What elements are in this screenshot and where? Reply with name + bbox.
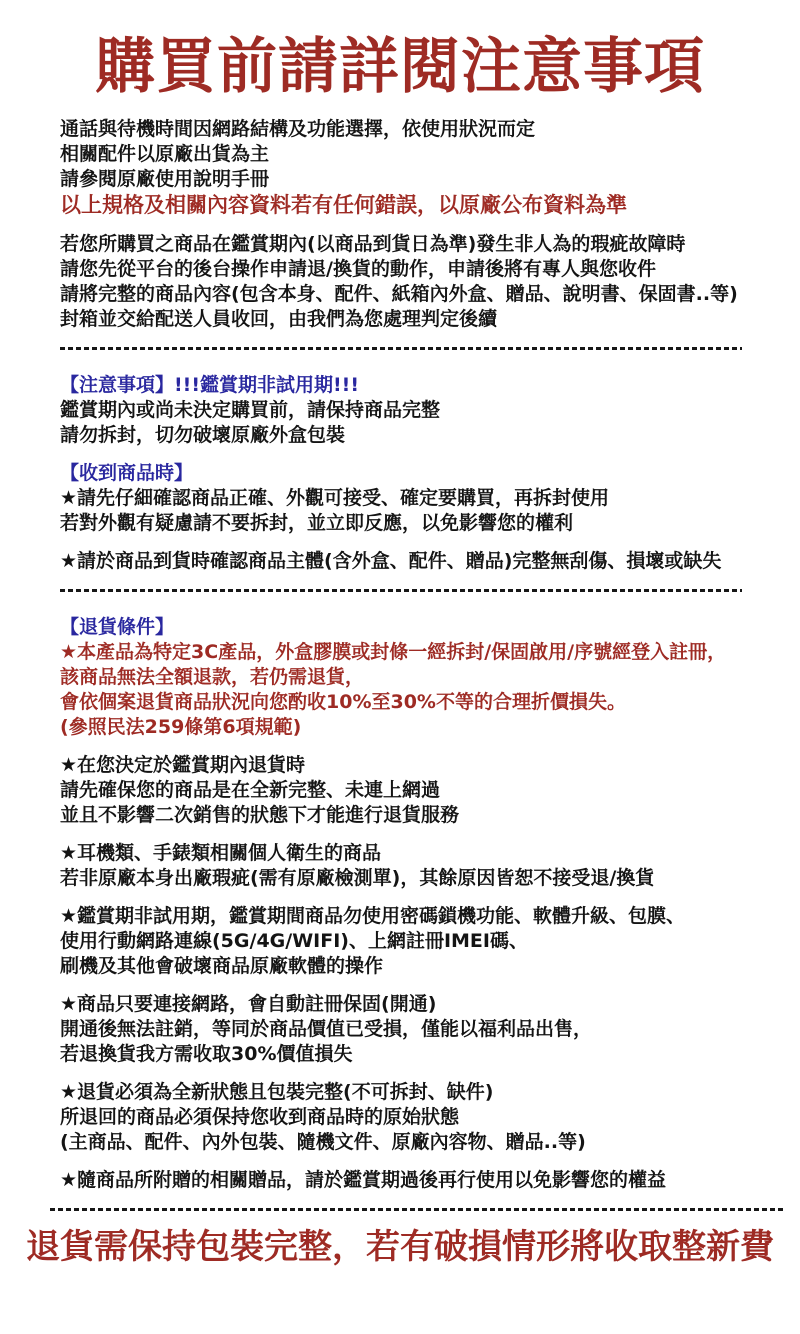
condition-line: 開通後無法註銷，等同於商品價值已受損，僅能以福利品出售，: [60, 1018, 593, 1041]
condition-line: 若退換貨我方需收取30%價值損失: [60, 1043, 353, 1066]
conditions-paragraph: [60, 1080, 742, 1155]
condition-line: 所退回的商品必須保持您收到商品時的原始狀態: [60, 1106, 460, 1129]
conditions-warning-line: ★本產品為特定3C產品，外盒膠膜或封條一經拆封/保固啟用/序號經登入註冊，: [60, 641, 727, 664]
condition-line: 刷機及其他會破壞商品原廠軟體的操作: [60, 955, 384, 978]
conditions-section: [60, 615, 742, 740]
conditions-warning-line: 該商品無法全額退款，若仍需退貨，: [60, 666, 365, 689]
dashed-divider: [60, 347, 742, 350]
notice-line: 請勿拆封，切勿破壞原廠外盒包裝: [60, 424, 346, 447]
dashed-divider: [50, 1208, 786, 1211]
condition-line: ★鑑賞期非試用期，鑑賞期間商品勿使用密碼鎖機功能、軟體升級、包膜、: [60, 905, 686, 928]
notice-header: 【注意事項】!!!鑑賞期非試用期!!!: [60, 374, 359, 397]
intro-line: 相關配件以原廠出貨為主: [60, 143, 270, 166]
condition-line: ★隨商品所附贈的相關贈品，請於鑑賞期過後再行使用以免影響您的權益: [60, 1169, 667, 1192]
condition-line: ★耳機類、手錶類相關個人衛生的商品: [60, 842, 382, 865]
conditions-warning-line: 會依個案退貨商品狀況向您酌收10%至30%不等的合理折價損失。: [60, 691, 626, 714]
condition-line: 使用行動網路連線(5G/4G/WIFI)、上網註冊IMEI碼、: [60, 930, 528, 953]
spec-warning: 以上規格及相關內容資料若有任何錯誤，以原廠公布資料為準: [60, 193, 627, 218]
conditions-paragraph: [60, 753, 742, 828]
condition-line: (主商品、配件、內外包裝、隨機文件、原廠內容物、贈品..等): [60, 1131, 586, 1154]
footer: [0, 1208, 800, 1269]
intro-line: 請參閱原廠使用說明手冊: [60, 168, 270, 191]
receiving-section: [60, 461, 742, 536]
receiving-line: 若對外觀有疑慮請不要拆封，並立即反應，以免影響您的權利: [60, 512, 574, 535]
receiving-note: ★請於商品到貨時確認商品主體(含外盒、配件、贈品)完整無刮傷、損壞或缺失: [60, 550, 722, 573]
dashed-divider: [60, 589, 742, 592]
intro-paragraph: [60, 117, 742, 219]
return-process-paragraph: [60, 232, 742, 332]
purchase-notice-page: [0, 34, 800, 1269]
condition-line: 請先確保您的商品是在全新完整、未連上網過: [60, 779, 441, 802]
return-process-line: 請將完整的商品內容(包含本身、配件、紙箱內外盒、贈品、說明書、保固書..等): [60, 283, 738, 306]
conditions-paragraph: [60, 904, 742, 979]
return-process-line: 請您先從平台的後台操作申請退/換貨的動作，申請後將有專人與您收件: [60, 258, 656, 281]
return-process-line: 若您所購買之商品在鑑賞期內(以商品到貨日為準)發生非人為的瑕疵故障時: [60, 233, 686, 256]
receiving-line: ★請先仔細確認商品正確、外觀可接受、確定要購買，再拆封使用: [60, 487, 610, 510]
page-title: 購買前請詳閱注意事項: [95, 32, 705, 102]
conditions-warning-line: (參照民法259條第6項規範): [60, 716, 302, 739]
notice-section: [60, 373, 742, 448]
condition-line: ★在您決定於鑑賞期內退貨時: [60, 754, 306, 777]
return-process-line: 封箱並交給配送人員收回，由我們為您處理判定後續: [60, 308, 498, 331]
condition-line: ★退貨必須為全新狀態且包裝完整(不可拆封、缺件): [60, 1081, 494, 1104]
receiving-header: 【收到商品時】: [60, 462, 194, 485]
footer-warning: 退貨需保持包裝完整，若有破損情形將收取整新費: [26, 1227, 774, 1268]
notice-line: 鑑賞期內或尚未決定購買前，請保持商品完整: [60, 399, 441, 422]
intro-line: 通話與待機時間因網路結構及功能選擇，依使用狀況而定: [60, 118, 536, 141]
conditions-paragraph: [60, 1168, 742, 1193]
receiving-note-paragraph: [60, 549, 742, 574]
notice-body: [0, 117, 800, 1193]
conditions-paragraph: [60, 992, 742, 1067]
conditions-paragraph: [60, 841, 742, 891]
condition-line: ★商品只要連接網路，會自動註冊保固(開通): [60, 993, 437, 1016]
conditions-header: 【退貨條件】: [60, 616, 175, 639]
condition-line: 若非原廠本身出廠瑕疵(需有原廠檢測單)，其餘原因皆恕不接受退/換貨: [60, 867, 655, 890]
condition-line: 並且不影響二次銷售的狀態下才能進行退貨服務: [60, 804, 460, 827]
